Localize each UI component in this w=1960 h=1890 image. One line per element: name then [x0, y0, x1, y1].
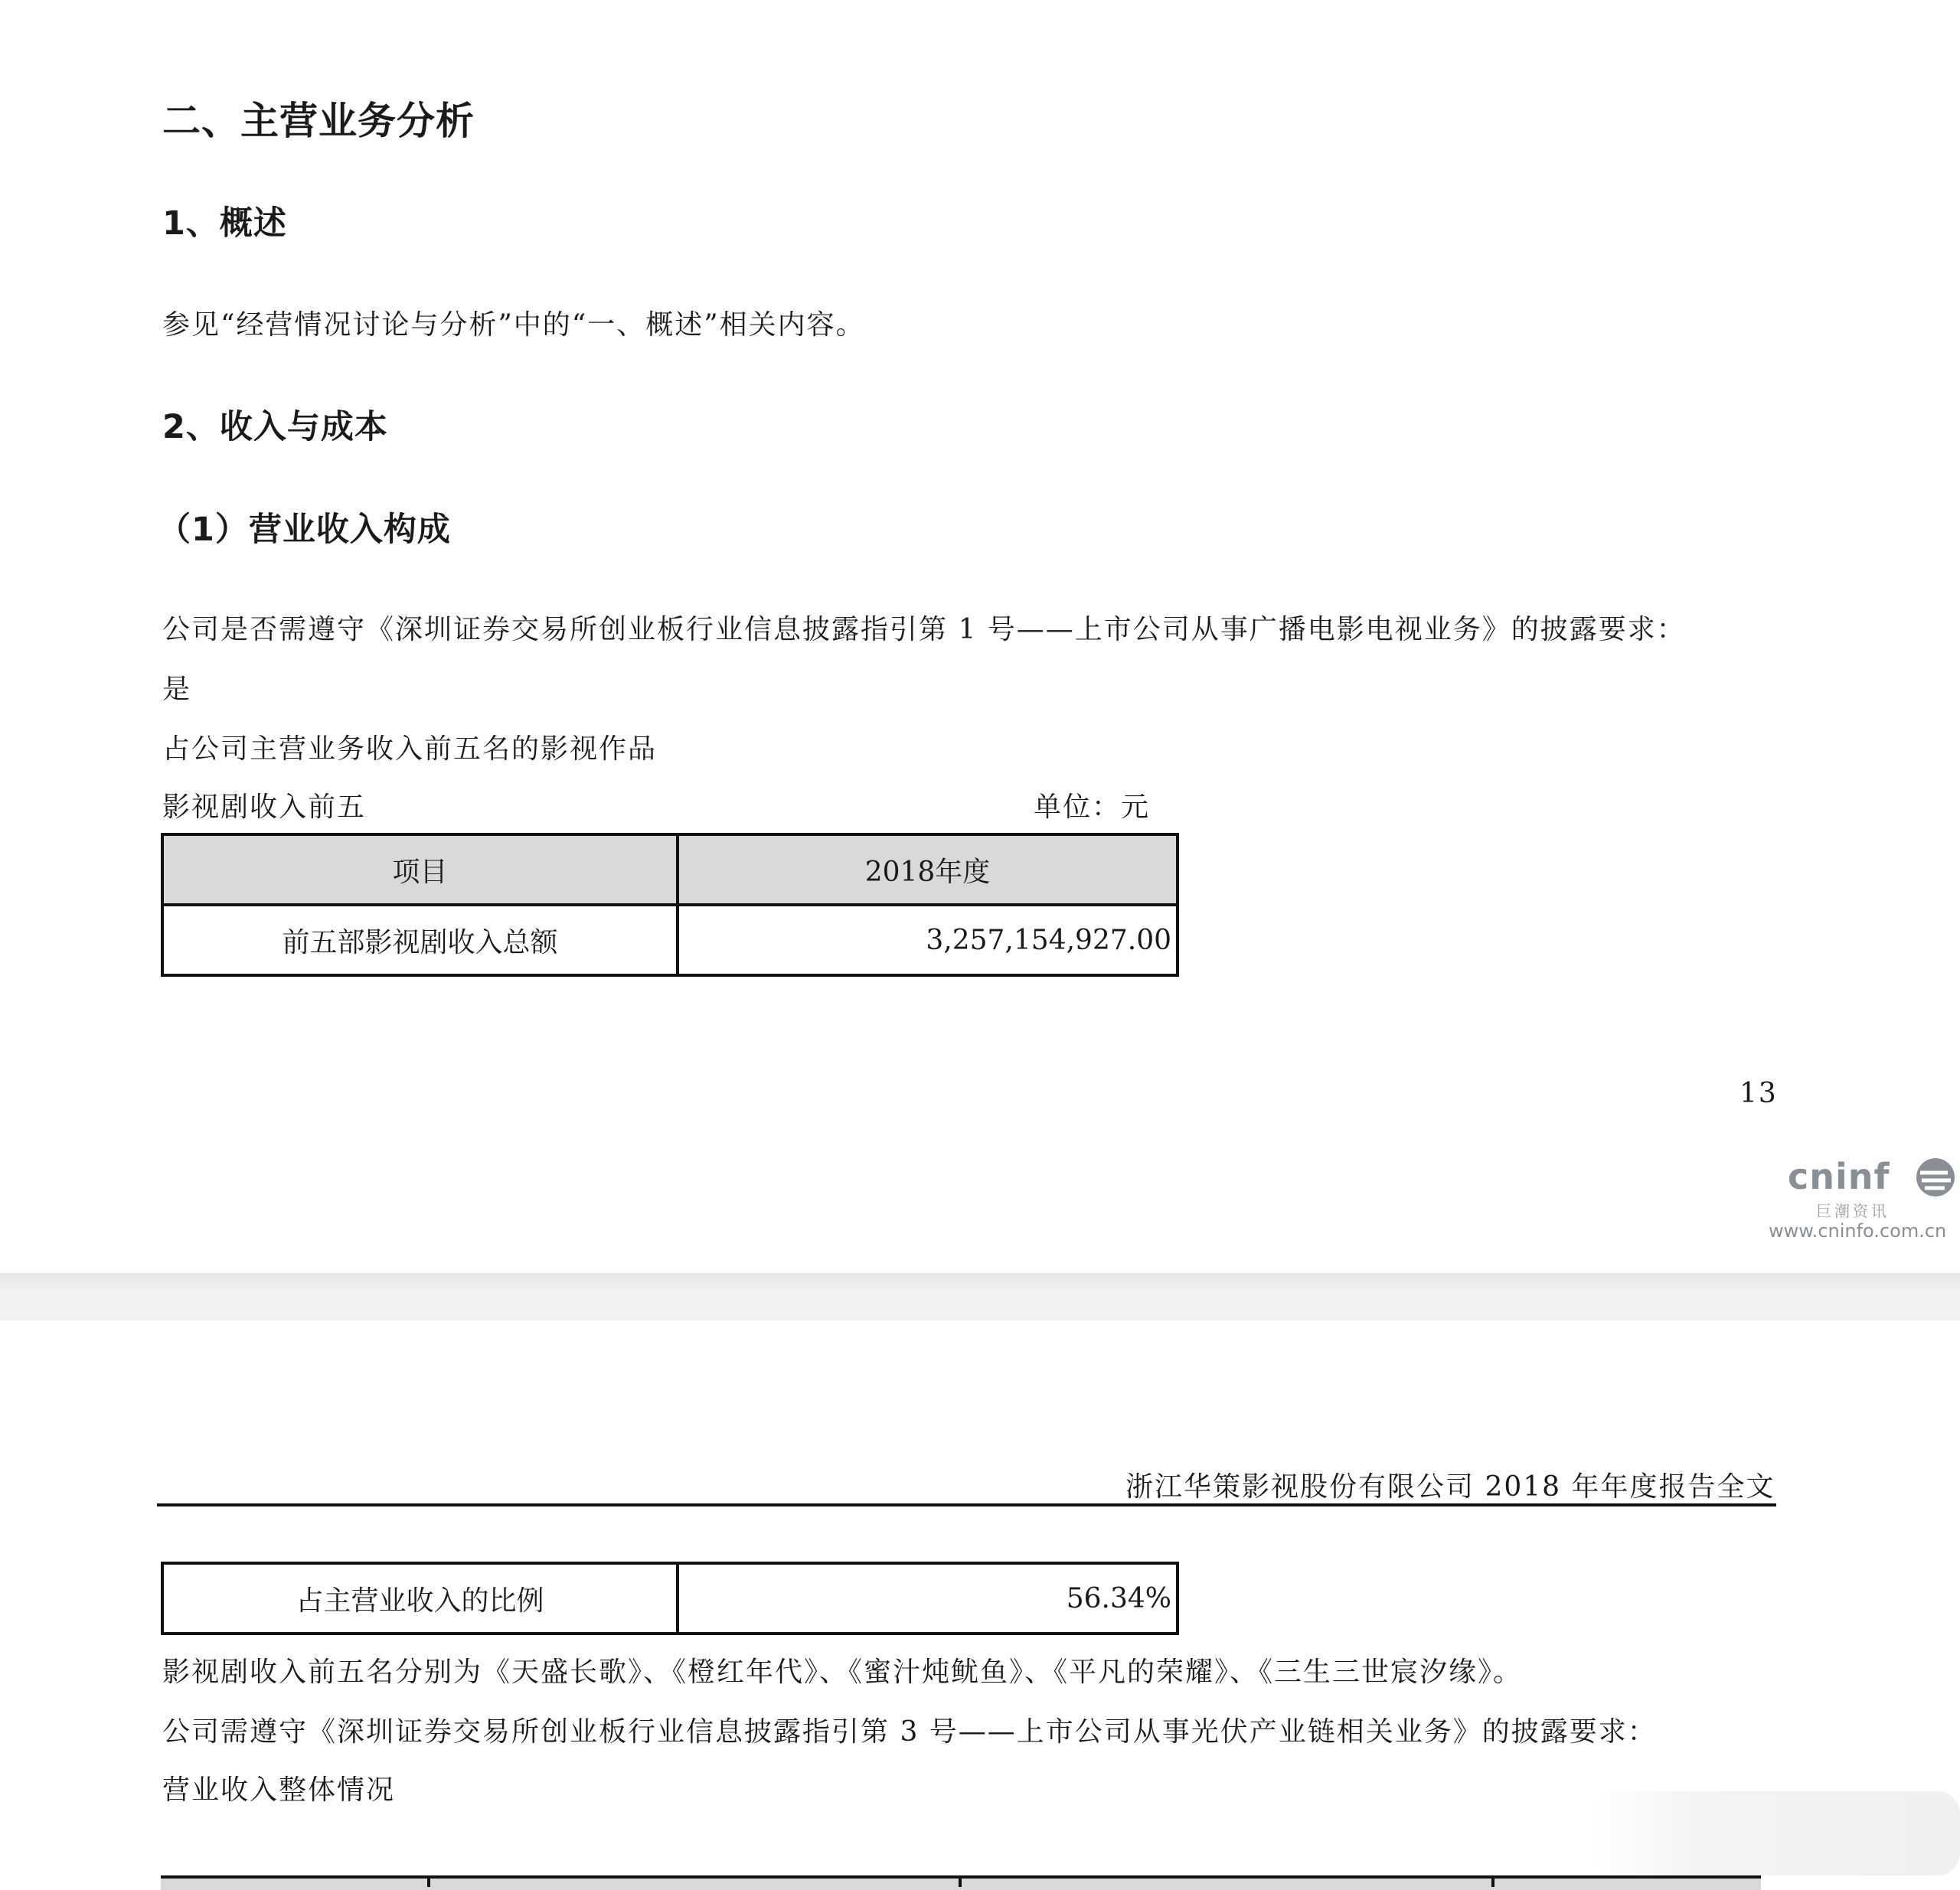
header-year: 2018年度 — [678, 834, 1178, 905]
row-label: 占主营业收入的比例 — [162, 1563, 678, 1634]
row-label: 前五部影视剧收入总额 — [162, 905, 678, 975]
logo-brand: cninf — [1788, 1156, 1890, 1197]
running-header: 浙江华策影视股份有限公司 2018 年年度报告全文 — [1125, 1471, 1775, 1503]
scroll-overlay — [1592, 1791, 1960, 1875]
unit-label: 单位：元 — [1034, 792, 1151, 823]
page-number: 13 — [1740, 1078, 1778, 1109]
section-title: 二、主营业务分析 — [162, 99, 475, 143]
page-separator — [0, 1273, 1960, 1320]
cninfo-logo — [1761, 1156, 1960, 1248]
compliance-text-1: 公司是否需遵守《深圳证券交易所创业板行业信息披露指引第 1 号——上市公司从事广播电影电视业务》的披露要求： — [162, 614, 1686, 645]
overall-revenue-label: 营业收入整体情况 — [162, 1774, 396, 1806]
top-five-works-text: 影视剧收入前五名分别为《天盛长歌》、《橙红年代》、《蜜汁炖鱿鱼》、《平凡的荣耀》、《三生三世宸汐缘》。 — [162, 1657, 1523, 1688]
revenue-ratio-table — [161, 1562, 1179, 1635]
table-row — [162, 905, 1178, 975]
cninfo-swirl-icon — [1914, 1156, 1957, 1199]
next-table-divider — [1491, 1875, 1494, 1887]
next-table-divider — [427, 1875, 430, 1887]
revenue-composition-heading: （1）营业收入构成 — [158, 511, 451, 549]
header-rule — [157, 1503, 1776, 1506]
row-value: 56.34% — [678, 1563, 1178, 1634]
top-works-label: 占公司主营业务收入前五名的影视作品 — [162, 733, 658, 765]
row-value: 3,257,154,927.00 — [678, 905, 1178, 975]
top-five-revenue-table — [161, 833, 1179, 977]
header-item: 项目 — [162, 834, 678, 905]
overview-text: 参见“经营情况讨论与分析”中的“一、概述”相关内容。 — [162, 309, 865, 341]
table-header-row — [162, 834, 1178, 905]
compliance-text-2: 公司需遵守《深圳证券交易所创业板行业信息披露指引第 3 号——上市公司从事光伏产业链相关业务》的披露要求： — [162, 1716, 1657, 1748]
income-cost-heading: 2、收入与成本 — [162, 408, 388, 446]
table-row — [162, 1563, 1178, 1634]
overview-heading: 1、概述 — [162, 204, 287, 243]
table-caption: 影视剧收入前五 — [162, 792, 367, 823]
next-table-divider — [959, 1875, 962, 1887]
logo-chinese: 巨潮资讯 — [1816, 1202, 1890, 1220]
compliance-answer: 是 — [162, 674, 192, 705]
logo-url: www.cninfo.com.cn — [1769, 1220, 1947, 1242]
